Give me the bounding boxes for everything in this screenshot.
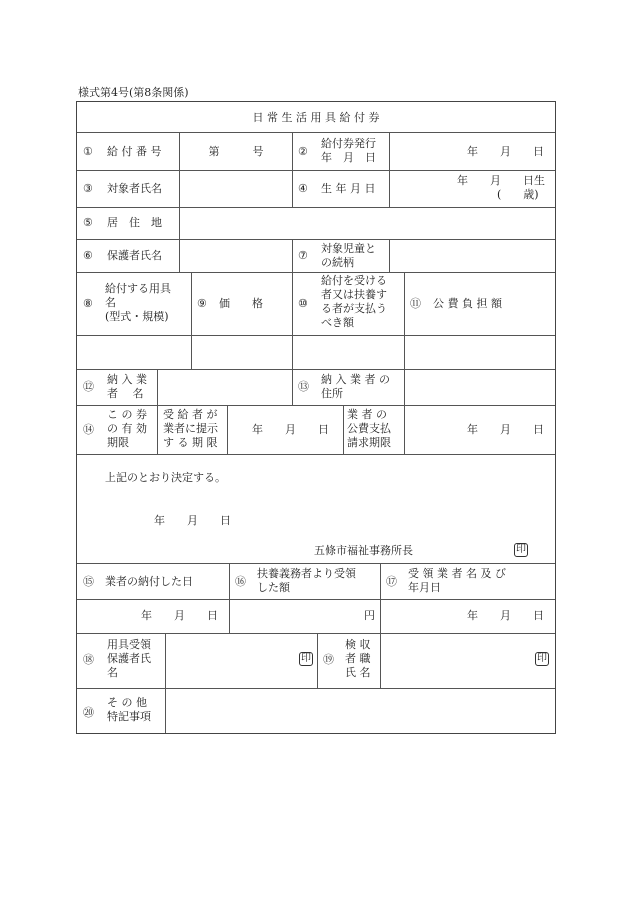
rule — [404, 272, 405, 369]
field-label: 価 格 — [219, 297, 263, 310]
rule — [380, 563, 381, 633]
date-field: 年 月 日生 — [457, 174, 545, 187]
item-number: ④ — [298, 182, 308, 195]
rule — [77, 335, 555, 336]
item-number: ⑲ — [323, 653, 334, 666]
field-label: 受 領 業 者 名 及 び 年月日 — [408, 567, 506, 594]
item-number: ⑳ — [83, 706, 94, 719]
item-number: ⑧ — [83, 297, 93, 310]
rule — [404, 405, 405, 454]
age-field: ( 歳) — [497, 188, 539, 201]
field-label: 公 費 負 担 額 — [433, 297, 502, 310]
rule — [77, 369, 555, 370]
date-field: 年 月 日 — [467, 609, 544, 622]
decision-date: 年 月 日 — [154, 514, 231, 527]
rule — [77, 563, 555, 564]
rule — [292, 369, 293, 405]
field-label: 検 収 者 職 氏 名 — [345, 638, 371, 679]
rule — [77, 633, 555, 634]
item-number: ⑱ — [83, 653, 94, 666]
field-label: 居 住 地 — [107, 216, 162, 229]
issuer-name: 五條市福祉事務所長 — [314, 544, 413, 557]
rule — [191, 272, 192, 369]
benefit-voucher-form — [76, 101, 556, 734]
field-label: 給 付 番 号 — [107, 145, 162, 158]
item-number: ② — [298, 145, 308, 158]
date-field: 年 月 日 — [252, 423, 329, 436]
rule — [179, 239, 180, 272]
rule — [157, 369, 158, 405]
item-number: ③ — [83, 182, 93, 195]
item-number: ⑰ — [386, 575, 397, 588]
field-label: 受 給 者 が 業者に提示 す る 期 限 — [163, 408, 218, 449]
form-title: 日 常 生 活 用 具 給 付 券 — [252, 111, 380, 124]
rule — [179, 207, 180, 239]
item-number: ⑬ — [298, 380, 309, 393]
field-label: 給付を受ける 者又は扶養す る者が支払う べき額 — [321, 274, 387, 329]
item-number: ⑨ — [197, 297, 207, 310]
field-label: そ の 他 特記事項 — [107, 696, 151, 723]
rule — [77, 405, 555, 406]
rule — [389, 239, 390, 272]
rule — [317, 633, 318, 688]
item-number: ⑯ — [235, 575, 246, 588]
date-field: 年 月 日 — [467, 145, 544, 158]
field-label: 生 年 月 日 — [321, 182, 376, 195]
field-label: 用具受領 保護者氏 名 — [107, 638, 151, 679]
rule — [292, 272, 293, 369]
currency-unit: 円 — [364, 609, 375, 622]
rule — [229, 563, 230, 633]
field-label: 納 入 業 者 の 住所 — [321, 373, 390, 400]
field-label: 給付券発行 年 月 日 — [321, 137, 376, 164]
rule — [380, 633, 381, 688]
item-number: ⑫ — [83, 380, 94, 393]
rule — [292, 239, 293, 272]
rule — [389, 132, 390, 207]
rule — [77, 239, 555, 240]
field-label: 対象者氏名 — [107, 182, 162, 195]
decision-text: 上記のとおり決定する。 — [105, 471, 226, 484]
rule — [77, 132, 555, 133]
rule — [77, 170, 555, 171]
item-number: ⑤ — [83, 216, 93, 229]
field-label: 対象児童と の続柄 — [321, 242, 376, 269]
field-label: 業者の納付した日 — [105, 575, 193, 588]
rule — [77, 454, 555, 455]
item-number: ⑪ — [410, 297, 421, 310]
rule — [343, 405, 344, 454]
rule — [227, 405, 228, 454]
item-number: ① — [83, 145, 93, 158]
seal-icon: 印 — [516, 544, 526, 555]
rule — [165, 688, 166, 733]
rule — [179, 170, 180, 207]
item-number: ⑩ — [298, 297, 308, 310]
item-number: ⑭ — [83, 423, 94, 436]
date-field: 年 月 日 — [141, 609, 218, 622]
item-number: ⑥ — [83, 249, 93, 262]
rule — [165, 633, 166, 688]
field-value: 第 号 — [208, 145, 264, 158]
rule — [77, 272, 555, 273]
rule — [157, 405, 158, 454]
rule — [77, 207, 555, 208]
seal-icon: 印 — [537, 653, 547, 664]
field-label: 扶養義務者より受領 した額 — [257, 567, 356, 594]
rule — [77, 599, 555, 600]
item-number: ⑮ — [83, 575, 94, 588]
form-caption: 様式第4号(第8条関係) — [78, 86, 189, 99]
field-label: 納 入 業 者 名 — [107, 373, 147, 400]
seal-icon: 印 — [301, 653, 311, 664]
rule — [404, 369, 405, 405]
field-label: こ の 券 の 有 効 期限 — [107, 408, 147, 449]
field-label: 給付する用具 名 (型式・規模) — [105, 282, 171, 323]
field-label: 業 者 の 公費支払 請求期限 — [347, 408, 391, 449]
field-label: 保護者氏名 — [107, 249, 162, 262]
date-field: 年 月 日 — [467, 423, 544, 436]
rule — [77, 688, 555, 689]
rule — [292, 132, 293, 207]
item-number: ⑦ — [298, 249, 308, 262]
